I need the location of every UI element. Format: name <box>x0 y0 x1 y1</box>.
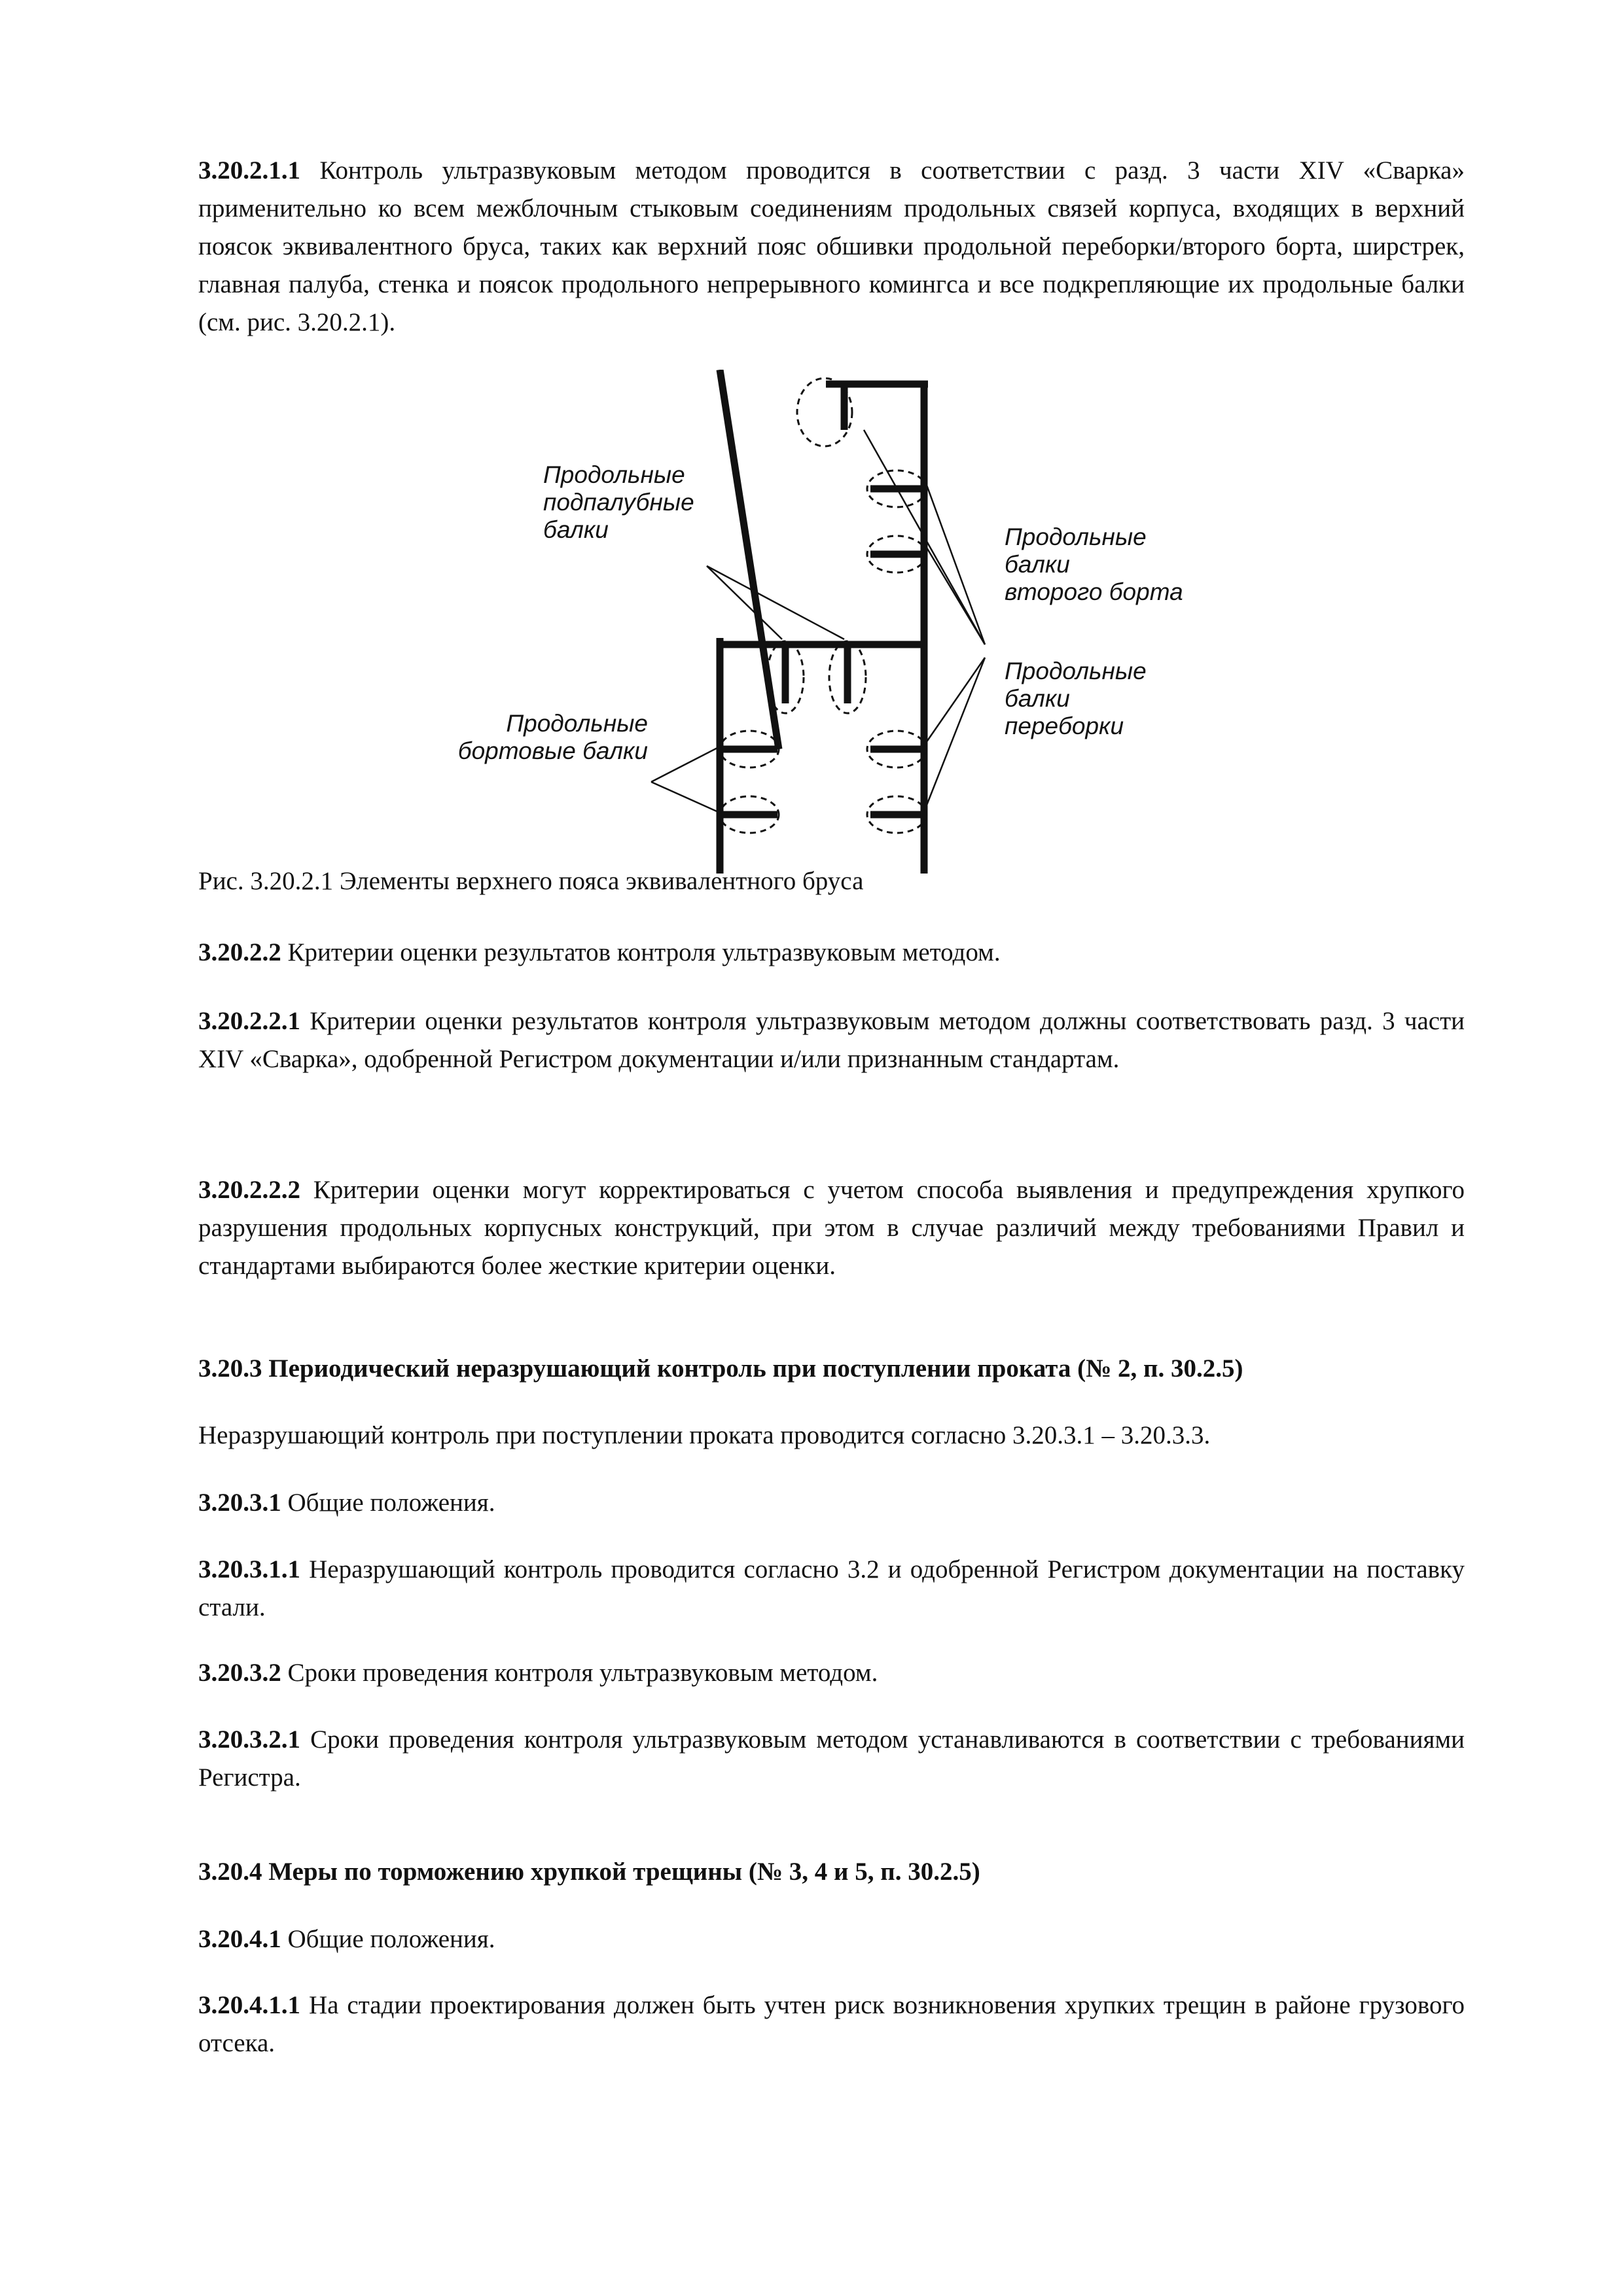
label-deck-longitudinals: Продольные подпалубные балки <box>543 461 694 543</box>
paragraph-number: 3.20.2.2.1 <box>198 1007 300 1035</box>
paragraph-3-20-2-2-2 <box>198 1171 1465 1285</box>
paragraph-3-20-3-1 <box>198 1484 1465 1522</box>
paragraph-number: 3.20.2.1.1 <box>198 156 300 185</box>
paragraph-text: Контроль ультразвуковым методом проводится в соответствии с разд. 3 части XIV «Сварка» применительно ко всем межблочным стыковым соединениям продольных связей корпуса, входящих в верхний поясок эквивалентного бруса, таких как верхний пояс обшивки продольной переборки/второго борта, ширстрек, главная палуба, стенка и поясок продольного непрерывного комингса и все подкрепляющие их продольные балки (см. рис. 3.20.2.1). <box>198 156 1465 336</box>
paragraph-number: 3.20.4.1 <box>198 1925 281 1953</box>
paragraph-text: Сроки проведения контроля ультразвуковым методом устанавливаются в соответствии с требованиями Регистра. <box>198 1725 1465 1792</box>
paragraph-3-20-3-1-1 <box>198 1551 1465 1627</box>
paragraph-intro-3-20-3: Неразрушающий контроль при поступлении проката проводится согласно 3.20.3.1 – 3.20.3.3. <box>198 1421 1211 1449</box>
leader-line <box>926 658 985 807</box>
leader-line <box>707 566 844 639</box>
paragraph-3-20-4-1 <box>198 1920 1465 1958</box>
paragraph-text: Общие положения. <box>281 1925 495 1953</box>
paragraph-3-20-4-1-1 <box>198 1987 1465 2062</box>
leader-line <box>923 541 985 645</box>
paragraph-number: 3.20.4.1.1 <box>198 1991 300 2019</box>
paragraph-text: Неразрушающий контроль проводится согласно 3.2 и одобренной Регистром документации на поставку стали. <box>198 1555 1465 1621</box>
figure-equivalent-beam <box>393 370 1276 880</box>
section-heading-3-20-3: 3.20.3 Периодический неразрушающий контроль при поступлении проката (№ 2, п. 30.2.5) <box>198 1354 1243 1383</box>
label-side-longitudinals: Продольные бортовые балки <box>457 710 648 764</box>
paragraph-number: 3.20.2.2 <box>198 938 281 966</box>
leader-line <box>651 782 721 813</box>
paragraph-3-20-3-2 <box>198 1654 1465 1692</box>
paragraph-text: Критерии оценки результатов контроля ультразвуковым методом. <box>281 938 1001 966</box>
leader-line <box>926 658 985 743</box>
label-bulkhead-longitudinals: Продольные балки переборки <box>1005 658 1147 739</box>
paragraph-number: 3.20.3.1 <box>198 1489 281 1517</box>
paragraph-number: 3.20.3.1.1 <box>198 1555 300 1583</box>
figure-caption: Рис. 3.20.2.1 Элементы верхнего пояса эквивалентного бруса <box>198 867 864 895</box>
paragraph-text: Общие положения. <box>281 1489 495 1517</box>
label-inner-side-longitudinals: Продольные балки второго борта <box>1005 523 1183 605</box>
paragraph-3-20-2-2-1 <box>198 1002 1465 1078</box>
leader-line <box>707 566 782 639</box>
paragraph-3-20-2-2 <box>198 934 1465 972</box>
paragraph-3-20-2-1-1 <box>198 152 1465 342</box>
paragraph-3-20-3-2-1 <box>198 1721 1465 1797</box>
structure-diagram <box>393 370 1276 880</box>
leader-line <box>923 474 985 645</box>
paragraph-number: 3.20.3.2 <box>198 1659 281 1687</box>
paragraph-number: 3.20.3.2.1 <box>198 1725 300 1754</box>
paragraph-text: На стадии проектирования должен быть учтен риск возникновения хрупких трещин в районе грузового отсека. <box>198 1991 1465 2057</box>
paragraph-text: Сроки проведения контроля ультразвуковым методом. <box>281 1659 878 1687</box>
paragraph-text: Критерии оценки могут корректироваться с учетом способа выявления и предупреждения хрупкого разрушения продольных корпусных конструкций, при этом в случае различий между требованиями Правил и стандартами выбираются более жесткие критерии оценки. <box>198 1176 1465 1280</box>
paragraph-number: 3.20.2.2.2 <box>198 1176 300 1204</box>
paragraph-text: Критерии оценки результатов контроля ультразвуковым методом должны соответствовать разд. 3 части XIV «Сварка», одобренной Регистром документации и/или признанным стандартам. <box>198 1007 1465 1073</box>
section-heading-3-20-4: 3.20.4 Меры по торможению хрупкой трещины (№ 3, 4 и 5, п. 30.2.5) <box>198 1858 980 1886</box>
leader-line <box>651 746 721 782</box>
